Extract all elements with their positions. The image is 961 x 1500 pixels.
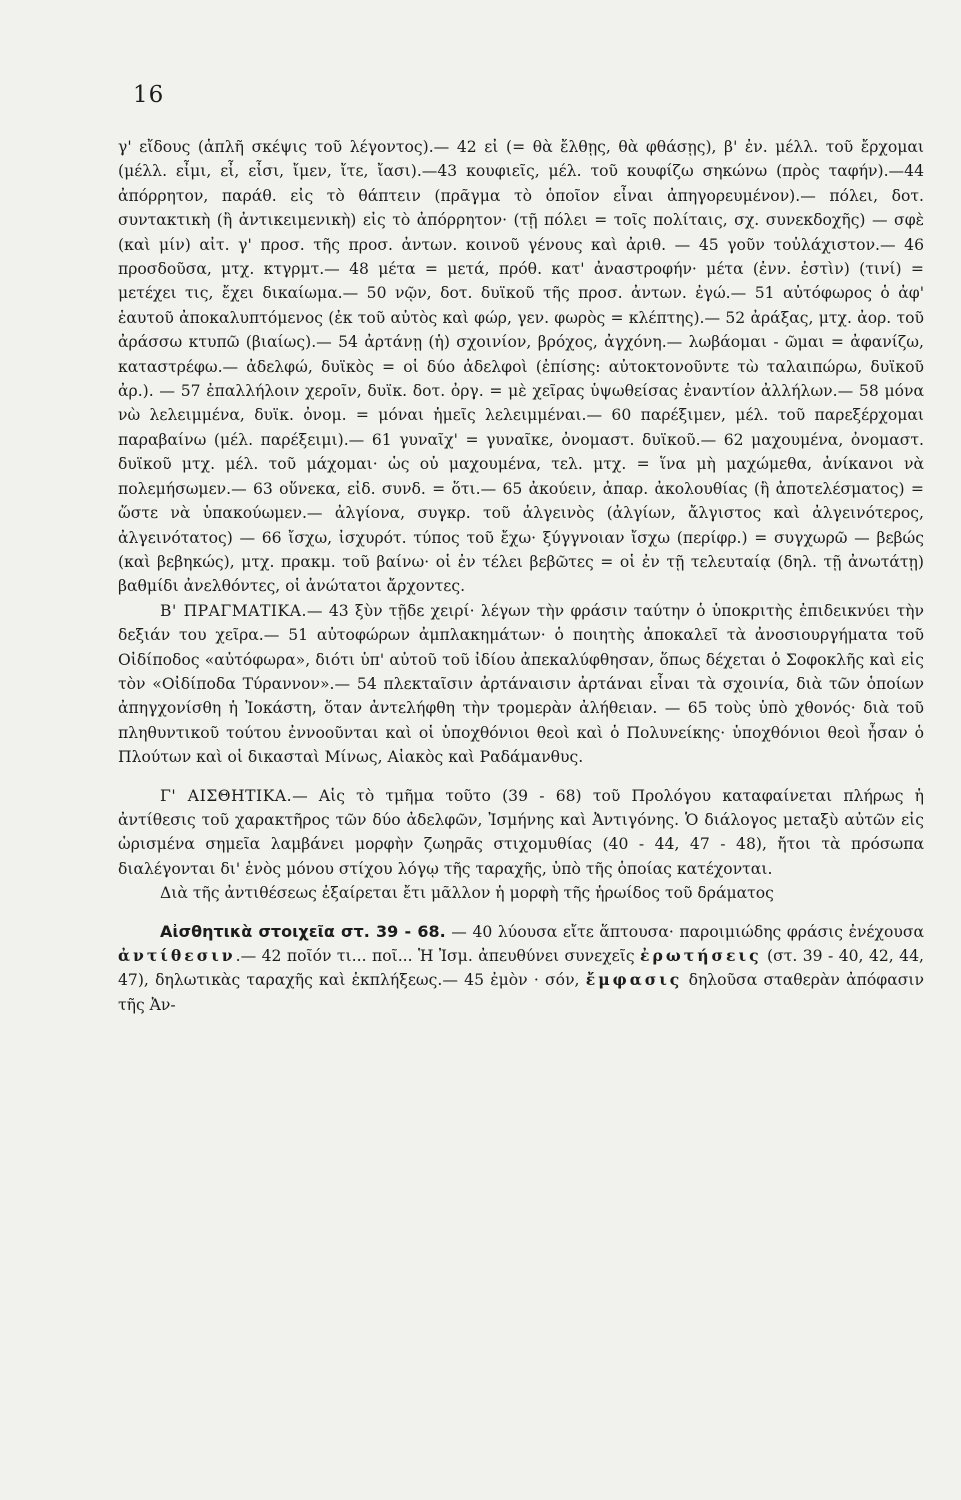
spaced-term-questions: ἐρωτήσεις xyxy=(640,946,762,965)
aesthetic-text-d: δηλοῦσα σταθερὰν ἀπόφασιν τῆς Ἀν- xyxy=(118,971,924,1014)
section-aisthitika-title: Γ' ΑΙΣΘΗΤΙΚΑ. xyxy=(160,786,293,805)
section-pragmatika-text: — 43 ξὺν τῇδε χειρί· λέγων τὴν φράσιν ταύτην ὁ ὑποκριτὴς ἐπιδεικνύει τὴν δεξιάν του χεῖρα.— 51 αὐτοφώρων ἀμπλακημάτων· ὁ ποιητὴς ἀποκαλεῖ τὰ ἀνοσιουργήματα τοῦ Οἰδίποδος «αὐτόφωρα», διότι ὑπ' αὐτοῦ τοῦ ἰδίου ἀπεκαλύφθησαν, ὅπως δέχεται ὁ Σοφοκλῆς καὶ εἰς τὸν «Οἰδίποδα Τύραννον».— 54 πλεκταῖσιν ἀρτάναισιν ἀρτάναι εἶναι τὰ σχοινία, διὰ τῶν ὁποίων ἀπηγχονίσθη ἡ Ἰοκάστη, ὅταν ἀντελήφθη τὴν τρομερὰν ἀλήθειαν. — 65 τοὺς ὑπὸ χθονός· διὰ τοῦ πληθυντικοῦ τούτου ἐννοοῦνται καὶ οἱ ὑποχθόνιοι θεοὶ καὶ ὁ Πολυνείκης· ὑποχθόνιοι θεοὶ ἦσαν ὁ Πλούτων καὶ οἱ δικασταὶ Μίνως, Αἰακὸς καὶ Ραδάμανθυς. xyxy=(118,601,924,767)
spaced-term-emphasis: ἔμφασις xyxy=(585,970,683,990)
section-aisthitika-text: — Αἱς τὸ τμῆμα τοῦτο (39 - 68) τοῦ Προλόγου καταφαίνεται πλήρως ἡ ἀντίθεσις τοῦ χαρακτῆρος τῶν δύο ἀδελφῶν, Ἰσμήνης καὶ Ἀντιγόνης. Ὁ διάλογος μεταξὺ αὐτῶν εἰς ὡρισμένα σημεῖα λαμβάνει μορφὴν ζωηρᾶς στιχομυθίας (40 - 44, 47 - 48), ἤτοι τὰ πρόσωπα διαλέγονται δι' ἑνὸς μόνου στίχου λόγῳ τῆς ταραχῆς, ὑπὸ τῆς ὁποίας κατέχονται. xyxy=(118,786,925,878)
aesthetic-text-a: — 40 λύουσα εἴτε ἅπτουσα· παροιμιώδης φράσις ἐνέχουσα xyxy=(451,922,925,941)
page-content xyxy=(118,135,924,1017)
section-pragmatika xyxy=(118,599,924,770)
aesthetic-text-c: (στ. 39 - 40, 42, 44, 47), δηλωτικὰς ταραχῆς καὶ ἐκπλήξεως.— 45 ἐμὸν · σόν, xyxy=(118,947,924,990)
spaced-term-antithesis: ἀντίθεσιν xyxy=(118,946,236,965)
grammatical-notes: γ' εἴδους (ἁπλῆ σκέψις τοῦ λέγοντος).— 42 εἰ (= θὰ ἔλθῃς, θὰ φθάσῃς), β' ἐν. μέλλ. τοῦ ἔρχομαι (μέλλ. εἶμι, εἶ, εἶσι, ἴμεν, ἴτε, ἴασι).—43 κουφιεῖς, μέλ. τοῦ κουφίζω σηκώνω (πρὸς ταφήν).—44 ἀπόρρητον, παράθ. εἰς τὸ θάπτειν (πρᾶγμα τὸ ὁποῖον εἶναι ἀπηγορευμένον).— πόλει, δοτ. συντακτικὴ (ἢ ἀντικειμενικὴ) εἰς τὸ ἀπόρρητον· (τῇ πόλει = τοῖς πολίταις, σχ. συνεκδοχῆς) — σφὲ (καὶ μίν) αἰτ. γ' προσ. τῆς προσ. ἀντων. κοινοῦ γένους καὶ ἀριθ. — 45 γοῦν τοὐλάχιστον.— 46 προσδοῦσα, μτχ. κτγρμτ.— 48 μέτα = μετά, πρόθ. κατ' ἀναστροφήν· μέτα (ἐνν. ἐστὶν) (τινί) = μετέχει τις, ἔχει δικαίωμα.— 50 νῷν, δοτ. δυϊκοῦ τῆς προσ. ἀντων. ἐγώ.— 51 αὐτόφωρος ὁ ἀφ' ἑαυτοῦ ἀποκαλυπτόμενος (ἐκ τοῦ αὐτὸς καὶ φώρ, γεν. φωρὸς = κλέπτης).— 52 ἀράξας, μτχ. ἀορ. τοῦ ἀράσσω κτυπῶ (βιαίως).— 54 ἀρτάνῃ (ἡ) σχοινίον, βρόχος, ἀγχόνη.— λωβάομαι - ῶμαι = ἀφανίζω, καταστρέφω.— ἀδελφώ, δυϊκὸς = οἱ δύο ἀδελφοὶ (ἐπίσης: αὐτοκτονοῦντε τὼ ταλαιπώρω, δυϊκοῦ ἀρ.). — 57 ἐπαλλήλοιν χεροῖν, δυϊκ. δοτ. ὀργ. = μὲ χεῖρας ὑψωθείσας ἐναντίον ἀλλήλων.— 58 μόνα νὼ λελειμμένα, δυϊκ. ὀνομ. = μόναι ἡμεῖς λελειμμέναι.— 60 παρέξιμεν, μέλ. τοῦ παρεξέρχομαι παραβαίνω (μέλ. παρέξειμι).— 61 γυναῖχ' = γυναῖκε, ὀνομαστ. δυϊκοῦ.— 62 μαχουμένα, ὀνομαστ. δυϊκοῦ μτχ. μέλ. τοῦ μάχομαι· ὡς οὐ μαχουμένα, τελ. μτχ. = ἵνα μὴ μαχώμεθα, ἀνίκανοι νὰ πολεμήσωμεν.— 63 οὕνεκα, εἰδ. συνδ. = ὅτι.— 65 ἀκούειν, ἀπαρ. ἀκολουθίας (ἢ ἀποτελέσματος) = ὥστε νὰ ὑπακούωμεν.— ἀλγίονα, συγκρ. τοῦ ἀλγεινὸς (ἀλγίων, ἄλγιστος καὶ ἀλγεινότερος, ἀλγεινότατος) — 66 ἴσχω, ἰσχυρότ. τύπος τοῦ ἔχω· ξύγγνοιαν ἴσχω (περίφρ.) = συγχωρῶ — βεβώς (καὶ βεβηκώς), μτχ. πρακμ. τοῦ βαίνω· οἱ ἐν τέλει βεβῶτες = οἱ ἐν τῇ τελευταίᾳ (δηλ. τῇ ἀνωτάτῃ) βαθμίδι ἀνελθόντες, οἱ ἀνώτατοι ἄρχοντες. xyxy=(118,138,924,596)
aesthetic-elements-heading: Αἰσθητικὰ στοιχεῖα στ. 39 - 68. xyxy=(160,921,446,941)
aesthetic-text-b: .— 42 ποῖόν τι... ποῖ... Ἡ Ἰσμ. ἀπευθύνει συνεχεῖς xyxy=(235,947,635,965)
page-number: 16 xyxy=(133,82,165,108)
aesthetic-elements-paragraph xyxy=(118,920,924,1018)
section-aisthitika xyxy=(118,784,924,882)
section-aisthitika-paragraph-2: Διὰ τῆς ἀντιθέσεως ἐξαίρεται ἔτι μᾶλλον ἡ μορφὴ τῆς ἡρωίδος τοῦ δράματος xyxy=(160,884,774,903)
section-pragmatika-title: Β' ΠΡΑΓΜΑΤΙΚΑ. xyxy=(160,601,307,620)
